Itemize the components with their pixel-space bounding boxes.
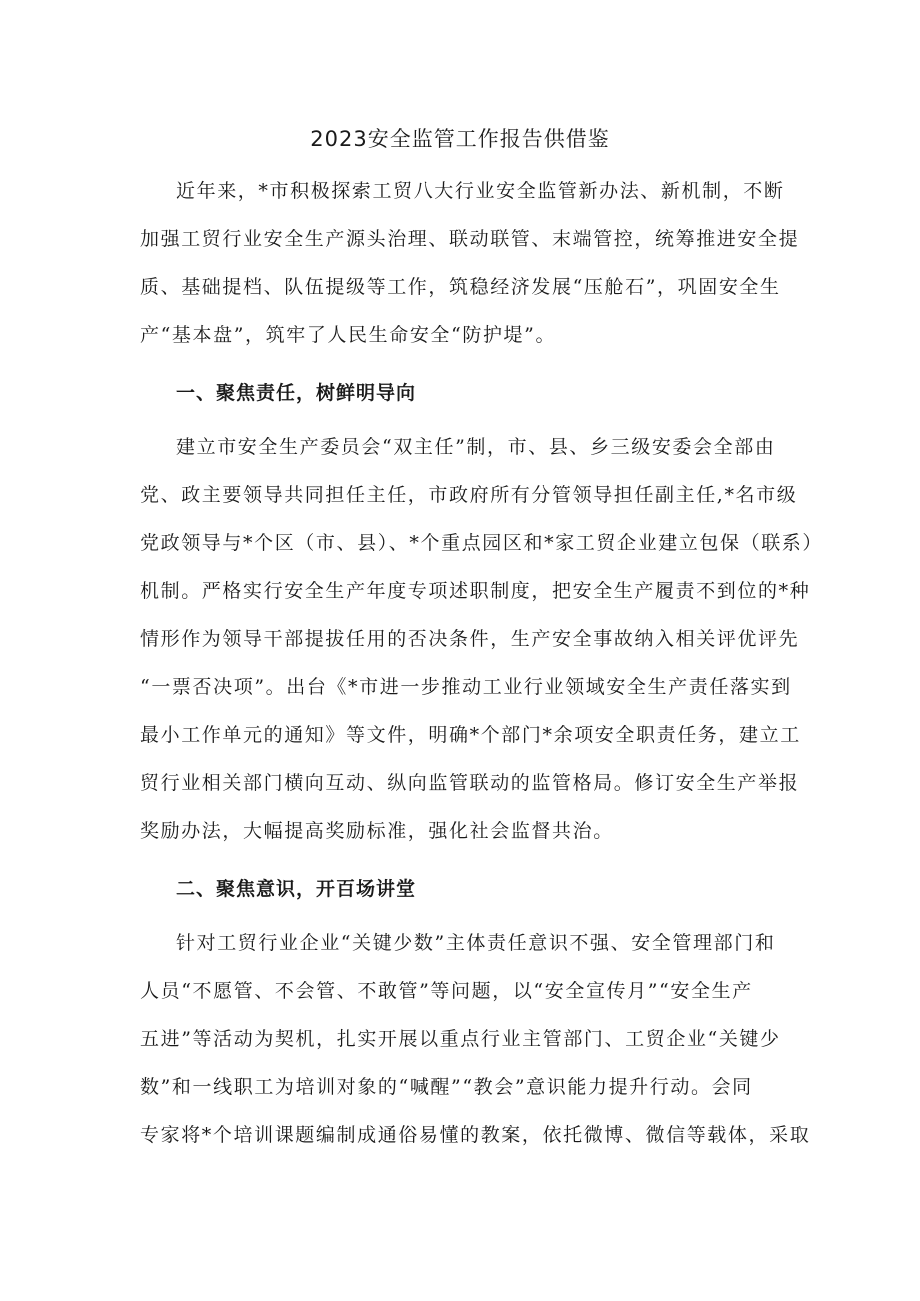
section-1-line-8: 贸行业相关部门横向互动、纵向监管联动的监管格局。修订安全生产举报 [140,772,800,794]
section-2-line-5: 专家将*个培训课题编制成通俗易懂的教案，依托微博、微信等载体，采取 [140,1124,811,1146]
intro-line-2: 加强工贸行业安全生产源头治理、联动联管、末端管控，统筹推进安全提 [140,228,800,250]
section-1-line-4: 机制。严格实行安全生产年度专项述职制度，把安全生产履责不到位的*种 [140,580,811,602]
section-2-line-4: 数”和一线职工为培训对象的“喊醒”“教会”意识能力提升行动。会同 [140,1076,753,1098]
section-1-line-7: 最小工作单元的通知》等文件，明确*个部门*余项安全职责任务，建立工 [140,724,801,746]
section-1-line-1: 建立市安全生产委员会“双主任”制，市、县、乡三级安委会全部由 [176,436,776,458]
section-2-heading: 二、聚焦意识，开百场讲堂 [176,878,417,900]
section-1-line-3: 党政领导与*个区（市、县）、*个重点园区和*家工贸企业建立包保（联系） [140,532,824,554]
section-1-line-9: 奖励办法，大幅提高奖励标准，强化社会监督共治。 [140,820,614,842]
intro-line-3: 质、基础提档、队伍提级等工作，筑稳经济发展“压舱石”，巩固安全生 [140,276,781,298]
section-2-line-1: 针对工贸行业企业“关键少数”主体责任意识不强、安全管理部门和 [176,932,776,954]
section-1-line-5: 情形作为领导干部提拔任用的否决条件，生产安全事故纳入相关评优评先 [140,628,800,650]
document-title: 2023安全监管工作报告供借鉴 [310,127,610,151]
intro-line-4: 产“基本盘”，筑牢了人民生命安全“防护堤”。 [140,324,557,346]
section-1-line-2: 党、政主要领导共同担任主任，市政府所有分管领导担任副主任,*名市级 [140,484,798,506]
section-1-heading: 一、聚焦责任，树鲜明导向 [176,382,417,404]
section-1-line-6: “一票否决项”。出台《*市进一步推动工业行业领域安全生产责任落实到 [140,676,792,698]
intro-line-1: 近年来，*市积极探索工贸八大行业安全监管新办法、新机制，不断 [176,180,785,202]
section-2-line-3: 五进”等活动为契机，扎实开展以重点行业主管部门、工贸企业“关键少 [140,1028,781,1050]
section-2-line-2: 人员“不愿管、不会管、不敢管”等问题，以“安全宣传月”“安全生产 [140,980,753,1002]
